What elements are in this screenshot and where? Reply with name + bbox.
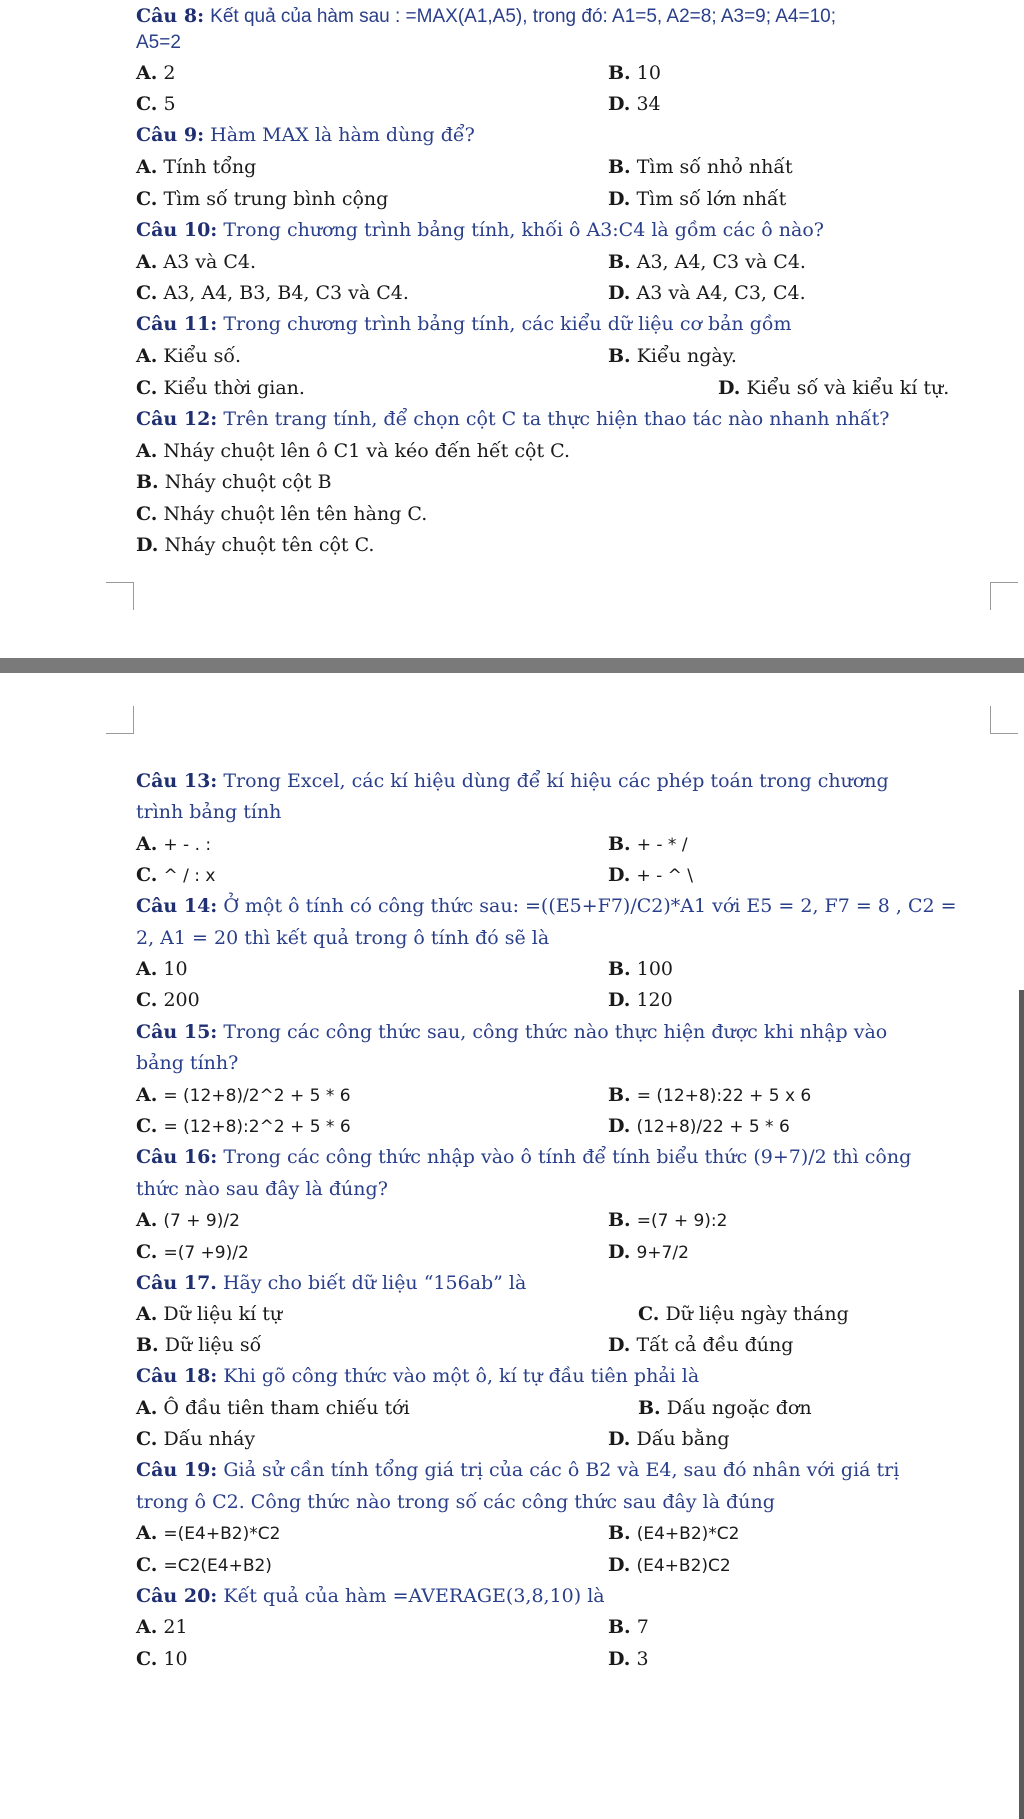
question-8 [136,6,836,28]
option[interactable]: C. Kiểu thời gian. [136,377,305,399]
question-text: Trong các công thức sau, công thức nào thực hiện được khi nhập vào [223,1021,888,1043]
option[interactable]: C. ^ / : x [136,864,216,886]
option[interactable]: D. (E4+B2)C2 [608,1554,731,1576]
option[interactable]: A. Tính tổng [136,156,257,178]
question-13 [136,771,889,793]
question-8-cont [136,32,181,54]
question-20 [136,1586,605,1608]
option[interactable]: D. Nháy chuột tên cột C. [136,534,375,556]
question-text: Ở một ô tính có công thức sau: =((E5+F7)/C2)*A1 với E5 = 2, F7 = 8 , C2 = [223,895,957,917]
page-corner-mark [990,706,1018,734]
option[interactable]: D. 34 [608,93,661,115]
question-text: Hãy cho biết dữ liệu “156ab” là [222,1272,527,1294]
question-text-cont: 2, A1 = 20 thì kết quả trong ô tính đó sẽ là [136,927,550,949]
option[interactable]: A. Dữ liệu kí tự [136,1303,283,1325]
option[interactable]: A. Kiểu số. [136,345,242,367]
question-label: Câu 10: [136,219,218,241]
option[interactable]: C. = (12+8):2^2 + 5 * 6 [136,1115,351,1137]
option[interactable]: A. Nháy chuột lên ô C1 và kéo đến hết cột C. [136,440,571,462]
option[interactable]: B. 7 [608,1616,649,1638]
option[interactable]: D. A3 và A4, C3, C4. [608,282,806,304]
question-label: Câu 18: [136,1365,218,1387]
option[interactable]: C. Tìm số trung bình cộng [136,188,389,210]
question-text: Trong các công thức nhập vào ô tính để tính biểu thức (9+7)/2 thì công [223,1146,912,1168]
question-text: Trên trang tính, để chọn cột C ta thực hiện thao tác nào nhanh nhất? [223,408,890,430]
scrollbar[interactable] [1019,990,1024,1819]
question-19 [136,1460,899,1482]
option[interactable]: A. + - . : [136,833,212,855]
option[interactable]: C. Dữ liệu ngày tháng [638,1303,849,1325]
option[interactable]: C. Nháy chuột lên tên hàng C. [136,503,428,525]
question-15-cont [136,1053,238,1075]
question-17 [136,1273,526,1295]
page-corner-mark [106,706,134,734]
question-14-cont [136,928,549,950]
option[interactable]: D. 9+7/2 [608,1241,689,1263]
question-10 [136,220,824,242]
option[interactable]: A. A3 và C4. [136,251,257,273]
option[interactable]: C. A3, A4, B3, B4, C3 và C4. [136,282,409,304]
option[interactable]: C. 5 [136,93,176,115]
option[interactable]: D. (12+8)/22 + 5 * 6 [608,1115,790,1137]
question-label: Câu 14: [136,895,218,917]
question-text-cont: bảng tính? [136,1052,239,1074]
option[interactable]: B. (E4+B2)*C2 [608,1522,740,1544]
question-label: Câu 12: [136,408,218,430]
option[interactable]: D. Kiểu số và kiểu kí tự. [718,377,950,399]
option[interactable]: B. 100 [608,958,673,980]
option[interactable]: B. = (12+8):22 + 5 x 6 [608,1084,812,1106]
option[interactable]: C. =(7 +9)/2 [136,1241,249,1263]
question-text: Khi gõ công thức vào một ô, kí tự đầu tiên phải là [223,1365,700,1387]
question-label: Câu 8: [136,5,205,27]
question-text: Giả sử cần tính tổng giá trị của các ô B2 và E4, sau đó nhân với giá trị [223,1459,900,1481]
option[interactable]: B. Dữ liệu số [136,1334,262,1356]
question-11 [136,314,792,336]
page-corner-mark [990,582,1018,610]
question-12 [136,409,889,431]
question-14 [136,896,957,918]
option[interactable]: A. (7 + 9)/2 [136,1209,240,1231]
question-13-cont [136,802,281,824]
option[interactable]: B. Nháy chuột cột B [136,471,332,493]
option[interactable]: A. 21 [136,1616,188,1638]
option[interactable]: B. + - * / [608,833,688,855]
question-text-cont: thức nào sau đây là đúng? [136,1178,388,1200]
option[interactable]: A. = (12+8)/2^2 + 5 * 6 [136,1084,351,1106]
question-label: Câu 20: [136,1585,218,1607]
question-text-cont: A5=2 [136,32,181,53]
option[interactable]: B. A3, A4, C3 và C4. [608,251,806,273]
option[interactable]: B. Tìm số nhỏ nhất [608,156,793,178]
question-label: Câu 19: [136,1459,218,1481]
question-19-cont [136,1492,775,1514]
option[interactable]: A. 10 [136,958,188,980]
option[interactable]: A. Ô đầu tiên tham chiếu tới [136,1397,410,1419]
option[interactable]: D. Dấu bằng [608,1428,730,1450]
question-text: Trong chương trình bảng tính, khối ô A3:C4 là gồm các ô nào? [223,219,824,241]
question-label: Câu 15: [136,1021,218,1043]
option[interactable]: A. 2 [136,62,176,84]
option[interactable]: A. =(E4+B2)*C2 [136,1522,281,1544]
page-corner-mark [106,582,134,610]
page-break [0,658,1024,673]
option[interactable]: C. 200 [136,989,200,1011]
question-16 [136,1147,911,1169]
question-text-cont: trong ô C2. Công thức nào trong số các công thức sau đây là đúng [136,1491,775,1513]
option[interactable]: C. 10 [136,1648,188,1670]
question-text: Kết quả của hàm sau : =MAX(A1,A5), trong đó: A1=5, A2=8; A3=9; A4=10; [210,6,837,27]
option[interactable]: B. Kiểu ngày. [608,345,737,367]
question-18 [136,1366,699,1388]
question-9 [136,125,475,147]
option[interactable]: B. Dấu ngoặc đơn [638,1397,812,1419]
option[interactable]: D. + - ^ \ [608,864,694,886]
question-label: Câu 9: [136,124,205,146]
question-text: Trong chương trình bảng tính, các kiểu dữ liệu cơ bản gồm [223,313,792,335]
option[interactable]: D. 120 [608,989,673,1011]
question-15 [136,1022,887,1044]
option[interactable]: B. =(7 + 9):2 [608,1209,728,1231]
question-label: Câu 11: [136,313,218,335]
option[interactable]: C. =C2(E4+B2) [136,1554,272,1576]
question-label: Câu 13: [136,770,218,792]
question-text: Trong Excel, các kí hiệu dùng để kí hiệu các phép toán trong chương [223,770,889,792]
question-label: Câu 17. [136,1272,217,1294]
question-label: Câu 16: [136,1146,218,1168]
question-text: Hàm MAX là hàm dùng để? [210,124,475,146]
option[interactable]: C. Dấu nháy [136,1428,256,1450]
option[interactable]: D. 3 [608,1648,649,1670]
question-16-cont [136,1179,388,1201]
question-text-cont: trình bảng tính [136,801,282,823]
question-text: Kết quả của hàm =AVERAGE(3,8,10) là [223,1585,605,1607]
option[interactable]: D. Tất cả đều đúng [608,1334,794,1356]
option[interactable]: D. Tìm số lớn nhất [608,188,787,210]
option[interactable]: B. 10 [608,62,661,84]
